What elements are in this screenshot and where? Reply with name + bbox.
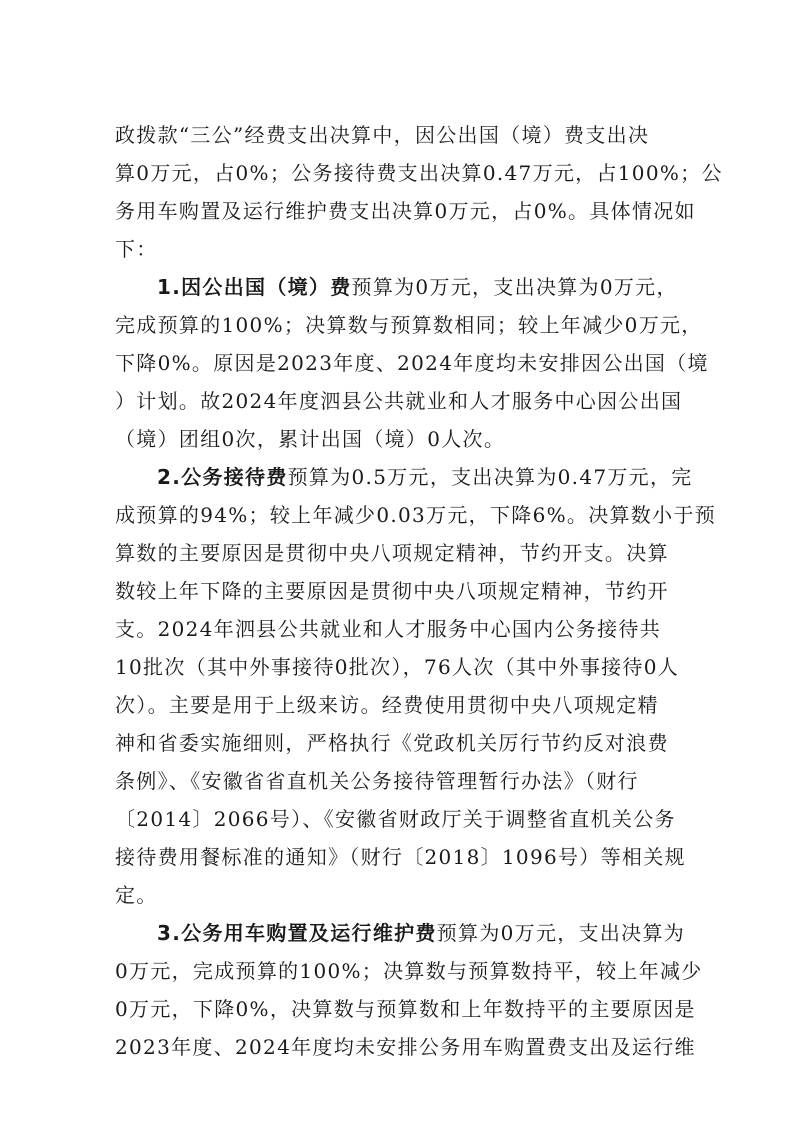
section3-heading: 3.公务用车购置及运行维护费 <box>157 921 437 945</box>
section1-line-5: （境）团组0次，累计出国（境）0人次。 <box>115 427 506 451</box>
section3-line-4: 2023年度、2024年度均未安排公务用车购置费支出及运行维 <box>115 1035 696 1059</box>
section2-line-5: 支。2024年泗县公共就业和人才服务中心国内公务接待共 <box>115 617 661 641</box>
section2-line-8: 神和省委实施细则，严格执行《党政机关厉行节约反对浪费 <box>115 731 669 755</box>
section1-first-line <box>157 268 685 306</box>
intro-line-4: 下： <box>115 237 158 261</box>
section1-line-4: ）计划。故2024年度泗县公共就业和人才服务中心因公出国 <box>115 389 683 413</box>
section1-heading: 1.因公出国（境）费 <box>157 275 352 299</box>
section2-text: 预算为0.5万元，支出决算为0.47万元，完 <box>287 465 693 489</box>
intro-line-3: 务用车购置及运行维护费支出决算0万元，占0%。具体情况如 <box>115 199 696 223</box>
section2-first-line <box>157 458 693 496</box>
section2-line-3: 算数的主要原因是贯彻中央八项规定精神，节约开支。决算 <box>115 541 669 565</box>
section1-line-3: 下降0%。原因是2023年度、2024年度均未安排因公出国（境 <box>115 351 709 375</box>
section3-line-2: 0万元，完成预算的100%；决算数与预算数持平，较上年减少 <box>115 959 703 983</box>
section1-text: 预算为0万元，支出决算为0万元， <box>351 275 678 299</box>
section2-line-6: 10批次（其中外事接待0批次），76人次（其中外事接待0人 <box>115 655 680 679</box>
section2-line-10: 〔2014〕2066号）、《安徽省财政厅关于调整省直机关公务 <box>115 807 676 831</box>
intro-line-2: 算0万元，占0%；公务接待费支出决算0.47万元，占100%；公 <box>115 161 723 185</box>
section2-line-2: 成预算的94%；较上年减少0.03万元，下降6%。决算数小于预 <box>115 503 717 527</box>
section2-heading: 2.公务接待费 <box>157 465 288 489</box>
intro-line-1: 政拨款“三公”经费支出决算中，因公出国（境）费支出决 <box>115 123 650 147</box>
section2-line-12: 定。 <box>115 883 158 907</box>
section2-line-4: 数较上年下降的主要原因是贯彻中央八项规定精神，节约开 <box>115 579 669 603</box>
section3-text: 预算为0万元，支出决算为 <box>436 921 686 945</box>
section1-line-2: 完成预算的100%；决算数与预算数相同；较上年减少0万元， <box>115 313 703 337</box>
section2-line-9: 条例》、《安徽省省直机关公务接待管理暂行办法》（财行 <box>115 769 639 793</box>
section2-line-11: 接待费用餐标准的通知》（财行〔2018〕1096号）等相关规 <box>115 845 686 869</box>
section2-line-7: 次）。主要是用于上级来访。经费使用贯彻中央八项规定精 <box>115 693 659 717</box>
section3-line-3: 0万元，下降0%，决算数与预算数和上年数持平的主要原因是 <box>115 997 696 1021</box>
section3-first-line <box>157 914 685 952</box>
